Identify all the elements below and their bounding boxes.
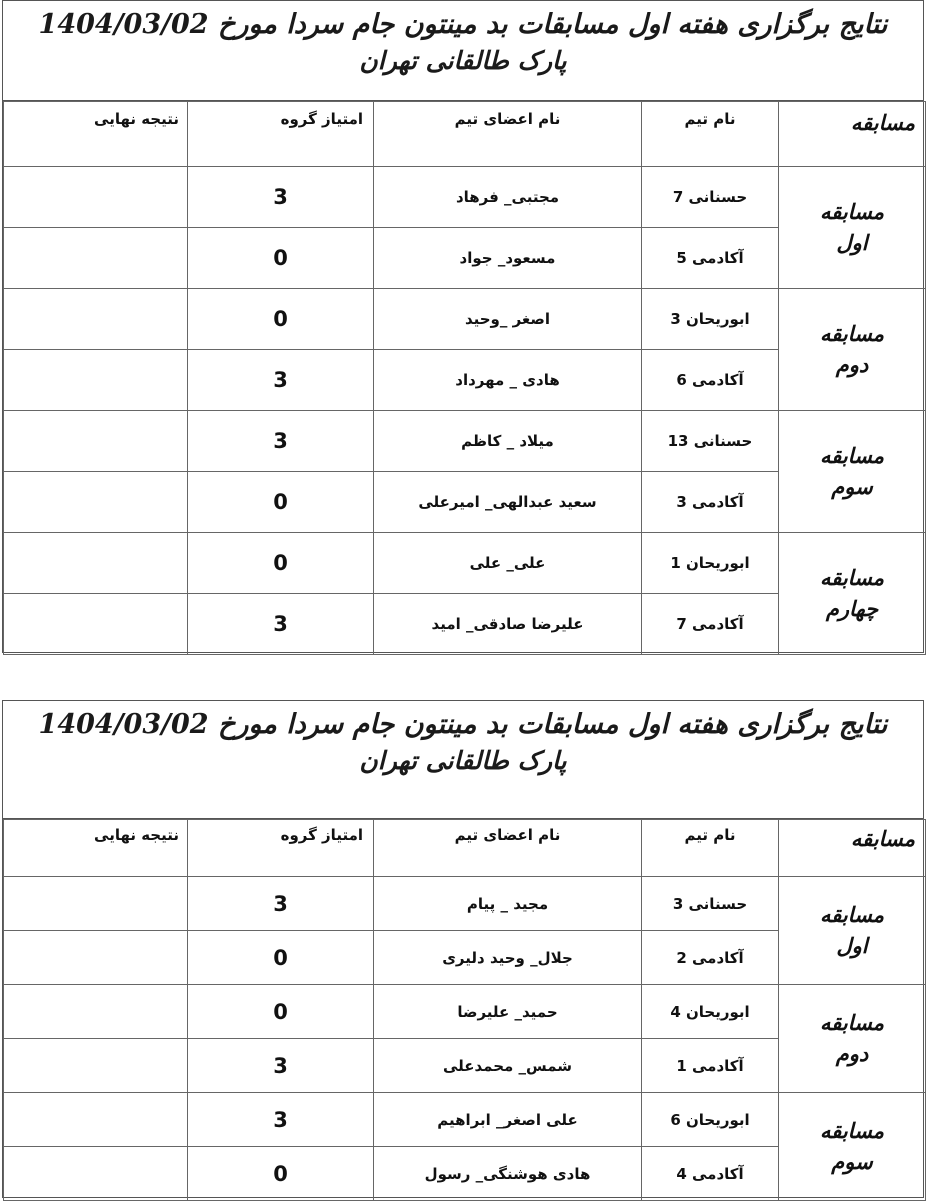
- score-cell: 0: [188, 1147, 374, 1201]
- final-result-cell: [4, 167, 188, 228]
- header-row: [4, 820, 926, 877]
- table-row: [4, 167, 926, 228]
- team-cell: آکادمی 4: [642, 1147, 779, 1201]
- score-cell: 0: [188, 931, 374, 985]
- match-label-ordinal: دوم: [835, 351, 869, 377]
- final-result-cell: [4, 411, 188, 472]
- final-result-cell: [4, 228, 188, 289]
- sheet-title: [3, 701, 923, 819]
- score-cell: 0: [188, 289, 374, 350]
- match-label-ordinal: اول: [836, 932, 868, 958]
- team-cell: آکادمی 5: [642, 228, 779, 289]
- header-match: مسابقه: [779, 102, 926, 167]
- final-result-cell: [4, 472, 188, 533]
- sheet-title: [3, 1, 923, 101]
- team-cell: آکادمی 6: [642, 350, 779, 411]
- header-team-name: نام تیم: [642, 820, 779, 877]
- members-cell: هادی هوشنگی_ رسول: [374, 1147, 642, 1201]
- final-result-cell: [4, 931, 188, 985]
- team-cell: آکادمی 1: [642, 1039, 779, 1093]
- match-label-word: مسابقه: [819, 565, 885, 591]
- match-label-word: مسابقه: [819, 1010, 885, 1036]
- members-cell: اصغر _وحید: [374, 289, 642, 350]
- team-cell: حسنانی 13: [642, 411, 779, 472]
- match-label-ordinal: دوم: [835, 1040, 869, 1066]
- title-line-2: پارک طالقانی تهران: [359, 46, 567, 75]
- members-cell: مجید _ پیام: [374, 877, 642, 931]
- members-cell: علی اصغر_ ابراهیم: [374, 1093, 642, 1147]
- members-cell: مسعود_ جواد: [374, 228, 642, 289]
- score-cell: 3: [188, 877, 374, 931]
- members-cell: شمس_ محمدعلی: [374, 1039, 642, 1093]
- members-cell: هادی _ مهرداد: [374, 350, 642, 411]
- title-line-1: نتایج برگزاری هفته اول مسابقات بد مینتون جام سردا مورخ 1404/03/02: [38, 709, 888, 740]
- header-row: [4, 102, 926, 167]
- final-result-cell: [4, 985, 188, 1039]
- members-cell: میلاد _ کاظم: [374, 411, 642, 472]
- header-group-score: امتیاز گروه: [188, 102, 374, 167]
- team-cell: ابوریحان 3: [642, 289, 779, 350]
- header-match: مسابقه: [779, 820, 926, 877]
- members-cell: علی_ علی: [374, 533, 642, 594]
- final-result-cell: [4, 1093, 188, 1147]
- team-cell: حسنانی 7: [642, 167, 779, 228]
- header-final-result: نتیجه نهایی: [4, 820, 188, 877]
- title-line-2: پارک طالقانی تهران: [359, 746, 567, 775]
- score-cell: 0: [188, 472, 374, 533]
- match-label-cell: [779, 985, 926, 1093]
- match-label-word: مسابقه: [819, 902, 885, 928]
- score-cell: 3: [188, 1093, 374, 1147]
- table-row: [4, 1093, 926, 1147]
- team-cell: آکادمی 3: [642, 472, 779, 533]
- score-cell: 3: [188, 167, 374, 228]
- final-result-cell: [4, 1147, 188, 1201]
- header-final-result: نتیجه نهایی: [4, 102, 188, 167]
- score-cell: 0: [188, 533, 374, 594]
- match-label-ordinal: سوم: [831, 473, 873, 499]
- team-cell: حسنانی 3: [642, 877, 779, 931]
- team-cell: آکادمی 2: [642, 931, 779, 985]
- score-cell: 3: [188, 350, 374, 411]
- table-row: [4, 877, 926, 931]
- header-team-members: نام اعضای تیم: [374, 102, 642, 167]
- final-result-cell: [4, 594, 188, 655]
- match-label-cell: [779, 289, 926, 411]
- match-label-cell: [779, 877, 926, 985]
- match-label-ordinal: اول: [836, 229, 868, 255]
- team-cell: آکادمی 7: [642, 594, 779, 655]
- match-label-cell: [779, 1093, 926, 1201]
- header-team-name: نام تیم: [642, 102, 779, 167]
- table-row: [4, 289, 926, 350]
- score-cell: 3: [188, 1039, 374, 1093]
- score-cell: 0: [188, 985, 374, 1039]
- match-label-cell: [779, 411, 926, 533]
- members-cell: سعید عبدالهی_ امیرعلی: [374, 472, 642, 533]
- score-cell: 0: [188, 228, 374, 289]
- title-line-1: نتایج برگزاری هفته اول مسابقات بد مینتون جام سردا مورخ 1404/03/02: [38, 9, 888, 40]
- members-cell: علیرضا صادقی_ امید: [374, 594, 642, 655]
- results-sheet-1: [2, 0, 924, 653]
- match-label-cell: [779, 533, 926, 655]
- final-result-cell: [4, 1039, 188, 1093]
- match-label-ordinal: چهارم: [825, 595, 879, 621]
- members-cell: جلال_ وحید دلیری: [374, 931, 642, 985]
- match-label-cell: [779, 167, 926, 289]
- match-label-word: مسابقه: [819, 199, 885, 225]
- team-cell: ابوریحان 1: [642, 533, 779, 594]
- table-row: [4, 985, 926, 1039]
- results-sheet-2: [2, 700, 924, 1198]
- final-result-cell: [4, 289, 188, 350]
- final-result-cell: [4, 350, 188, 411]
- match-label-word: مسابقه: [819, 1118, 885, 1144]
- results-table: [3, 819, 926, 1201]
- team-cell: ابوریحان 4: [642, 985, 779, 1039]
- header-team-members: نام اعضای تیم: [374, 820, 642, 877]
- match-label-word: مسابقه: [819, 321, 885, 347]
- score-cell: 3: [188, 594, 374, 655]
- table-row: [4, 411, 926, 472]
- match-label-ordinal: سوم: [831, 1148, 873, 1174]
- members-cell: مجتبی_ فرهاد: [374, 167, 642, 228]
- final-result-cell: [4, 533, 188, 594]
- results-table: [3, 101, 926, 655]
- score-cell: 3: [188, 411, 374, 472]
- team-cell: ابوریحان 6: [642, 1093, 779, 1147]
- final-result-cell: [4, 877, 188, 931]
- members-cell: حمید_ علیرضا: [374, 985, 642, 1039]
- match-label-word: مسابقه: [819, 443, 885, 469]
- header-group-score: امتیاز گروه: [188, 820, 374, 877]
- table-row: [4, 533, 926, 594]
